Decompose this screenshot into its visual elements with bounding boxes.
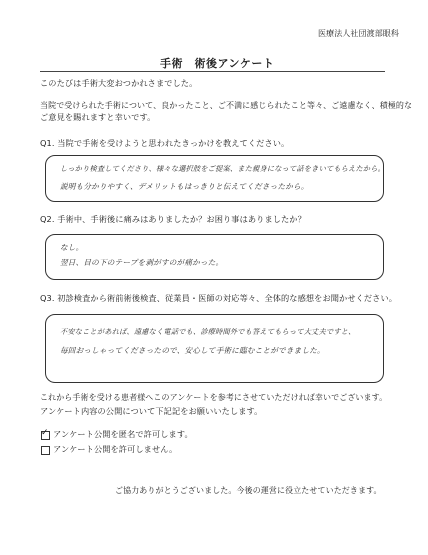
question-1-answer-line-2: 説明も分かりやすく、デメリットもはっきりと伝えてくださったから。 — [60, 182, 309, 191]
intro-line-2: 当院で受けられた手術について、良かったこと、ご不満に感じられたこと等々、ご遠慮なく、積極的な — [40, 101, 413, 110]
intro-line-3: ご意見を賜れますと幸いです。 — [40, 112, 156, 122]
title-underline — [40, 71, 385, 72]
consent-line-2: アンケート内容の公開について下記記をお願いいたします。 — [40, 406, 263, 416]
consent-line-1: これから手術を受ける患者様へこのアンケートを参考にさせていただければ幸いでございます。 — [40, 393, 388, 402]
checkmark-icon: ✓ — [41, 428, 49, 438]
consent-option-label: アンケート公開を許可しません。 — [53, 444, 178, 454]
question-2-answer-box — [45, 234, 384, 280]
footer-thanks: ご協力ありがとうございました。今後の運営に役立たせていただきます。 — [115, 486, 382, 495]
page-title: 手術 術後アンケート — [160, 57, 275, 70]
question-1-answer-box — [45, 155, 384, 202]
question-1-label: Q1. 当院で手術を受けようと思われたきっかけを教えてください。 — [40, 138, 290, 148]
question-1-answer-line-1: しっかり検査してくださり、様々な選択肢をご提案、また親身になって話をきいてもらえたから。 — [60, 164, 386, 173]
question-2-label: Q2. 手術中、手術後に痛みはありましたか？お困り事はありましたか？ — [40, 214, 306, 224]
consent-option-label: アンケート公開を匿名で許可します。 — [53, 429, 193, 439]
question-2-answer-line-2: 翌日、目の下のテープを剥がすのが痛かった。 — [60, 258, 224, 267]
question-3-label: Q3. 初診検査から術前術後検査、従業員・医師の対応等々、全体的な感想をお聞かせください。 — [40, 293, 398, 303]
consent-checkbox-decline[interactable] — [41, 446, 50, 455]
question-2-answer-line-1: なし。 — [60, 243, 84, 252]
question-3-answer-line-1: 不安なことがあれば、遠慮なく電話でも、診療時間外でも答えてもらって大丈夫ですと、 — [60, 327, 356, 336]
organization-name: 医療法人社団渡部眼科 — [318, 29, 399, 38]
question-3-answer-box — [45, 314, 384, 383]
intro-line-1: このたびは手術大変おつかれさまでした。 — [40, 78, 198, 88]
question-3-answer-line-2: 毎回おっしゃってくださったので、安心して手術に臨むことができました。 — [60, 346, 325, 355]
